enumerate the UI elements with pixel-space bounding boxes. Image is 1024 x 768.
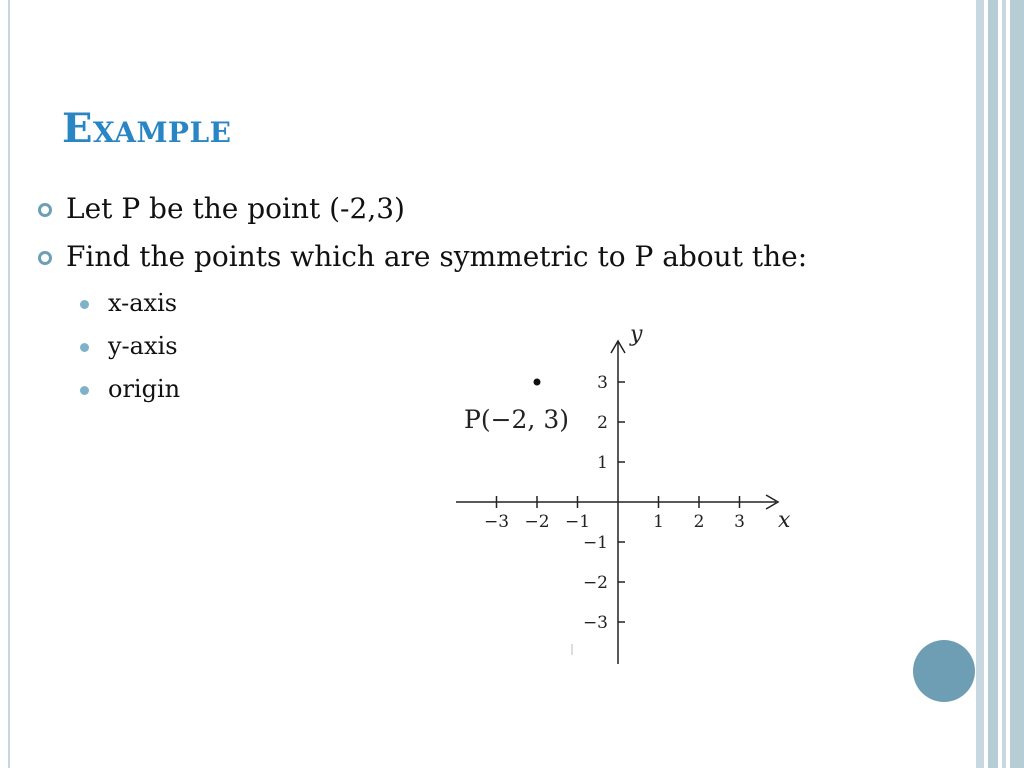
y-axis-label: y: [630, 322, 643, 347]
x-tick-label: −1: [564, 512, 591, 532]
x-tick-label: 3: [734, 512, 745, 532]
right-frame-decoration: [976, 0, 1024, 768]
bullet-text: Find the points which are symmetric to P about the:: [66, 240, 808, 273]
coordinate-plane-figure: [450, 315, 810, 675]
y-tick-label: −3: [582, 613, 608, 633]
x-tick-label: −2: [524, 512, 550, 532]
ring-bullet-icon: [38, 203, 52, 217]
left-frame-line: [8, 0, 10, 768]
y-tick-label: 2: [597, 413, 608, 433]
dot-bullet-icon: [80, 300, 89, 309]
point-p-label: P(−2, 3): [464, 405, 569, 434]
dot-bullet-icon: [80, 343, 89, 352]
ring-bullet-icon: [38, 251, 52, 265]
y-tick-label: 3: [597, 373, 608, 393]
dot-bullet-icon: [80, 386, 89, 395]
y-tick-label: −1: [582, 533, 608, 553]
x-tick-label: 2: [693, 512, 705, 532]
y-tick-label: 1: [597, 453, 608, 473]
sub-bullet-text: origin: [108, 375, 181, 403]
bullet-text: Let P be the point (-2,3): [66, 192, 405, 225]
navigation-circle: [913, 640, 975, 702]
slide-title: Example: [62, 105, 232, 152]
x-axis-label: x: [778, 508, 791, 533]
y-tick-label: −2: [582, 573, 608, 593]
sub-bullet-text: x-axis: [108, 289, 178, 317]
x-tick-label: −3: [483, 512, 510, 532]
point-p-marker: [534, 379, 541, 386]
x-tick-label: 1: [653, 512, 664, 532]
sub-bullet-text: y-axis: [108, 332, 178, 360]
